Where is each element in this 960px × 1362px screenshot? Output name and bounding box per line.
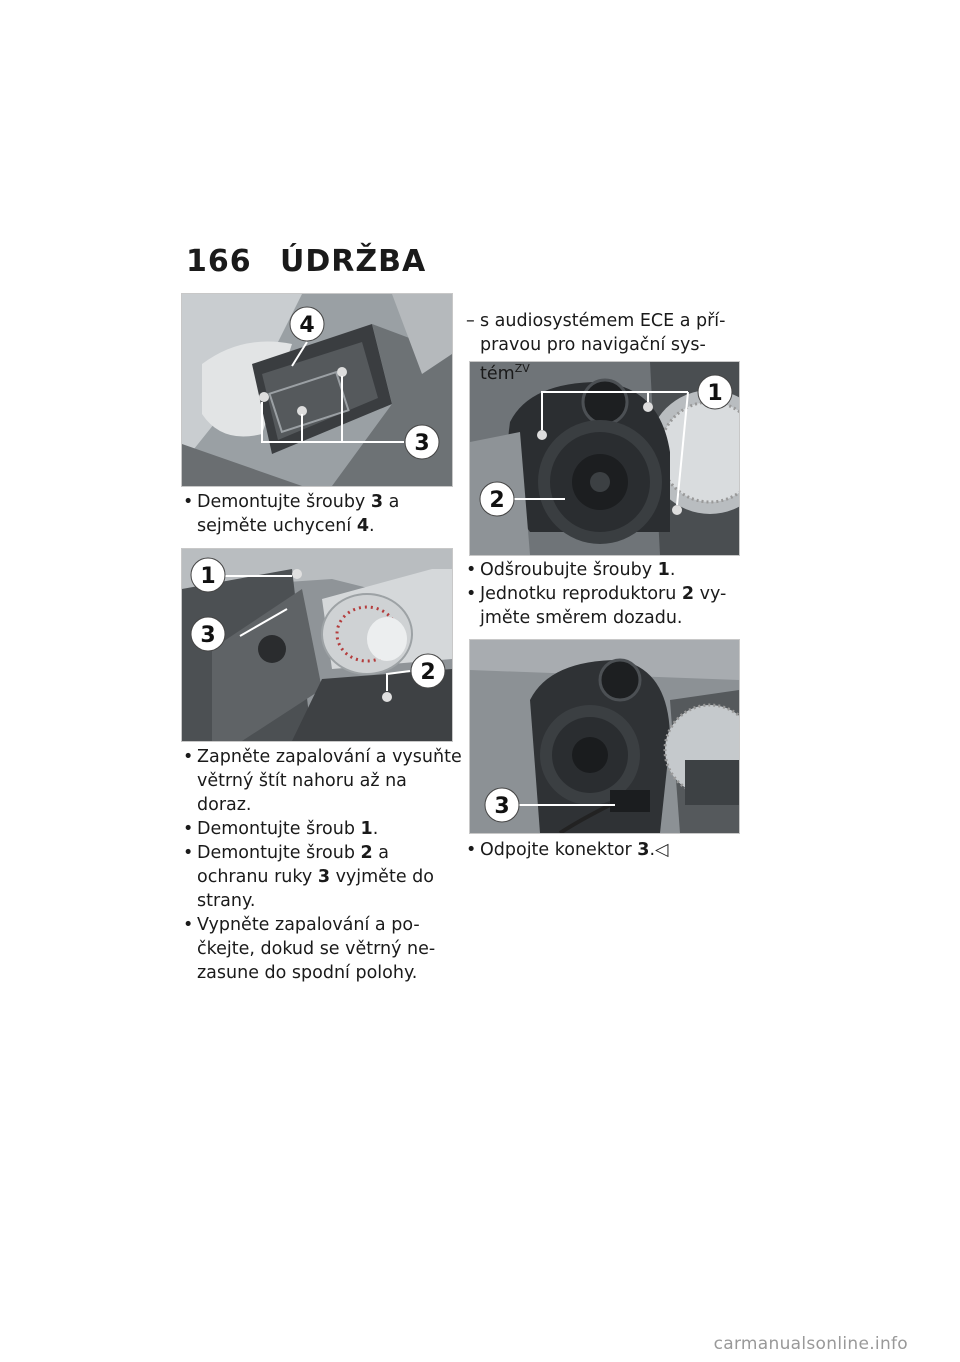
step-ignition-on: • Zapněte zapalování a vysuňte větrný štít nahoru až na doraz. bbox=[183, 747, 462, 815]
step-ignition-off: • Vypněte zapalování a po- čkejte, dokud se větrný ne- zasune do spodní polohy. bbox=[183, 915, 436, 983]
figure-mount-screws bbox=[181, 293, 453, 487]
callout-3: 3 bbox=[414, 431, 430, 456]
column-1-step1 bbox=[183, 490, 453, 538]
figure-handguard-illustration bbox=[182, 549, 452, 741]
step-remove-screw-2: • Demontujte šroub 2 a ochranu ruky 3 vyjměte do strany. bbox=[183, 843, 434, 911]
callout-3: 3 bbox=[494, 794, 510, 819]
callout-2: 2 bbox=[420, 660, 436, 685]
figure-handguard bbox=[181, 548, 453, 742]
step-remove-speaker: • Jednotku reproduktoru 2 vy- jměte směrem dozadu. bbox=[466, 584, 727, 628]
column-2-steps bbox=[466, 558, 746, 630]
bullet: • bbox=[183, 492, 194, 512]
section-title: ÚDRŽBA bbox=[280, 244, 427, 279]
callout-1: 1 bbox=[200, 564, 216, 589]
column-2-final bbox=[466, 838, 746, 862]
column-1-steps bbox=[183, 745, 463, 985]
figure-mount-screws-illustration bbox=[182, 294, 452, 486]
page-header bbox=[186, 244, 426, 279]
step-remove-screws: • Demontujte šrouby 3 a sejměte uchycení 4. bbox=[183, 492, 400, 536]
callout-4: 4 bbox=[299, 313, 315, 338]
watermark: carmanualsonline.info bbox=[713, 1334, 908, 1354]
page-number: 166 bbox=[186, 244, 252, 279]
figure-connector bbox=[469, 639, 740, 834]
callout-2: 2 bbox=[489, 488, 505, 513]
condition-audio-nav: – s audiosystémem ECE a pří- pravou pro navigační sys- tém$^{ZV}$ bbox=[466, 310, 726, 384]
optional-equipment-mark: ZV bbox=[514, 361, 530, 375]
callout-3: 3 bbox=[200, 623, 216, 648]
figure-connector-illustration bbox=[470, 640, 739, 833]
step-disconnect-connector: • Odpojte konektor 3.◁ bbox=[466, 840, 669, 860]
step-unscrew-screws: • Odšroubujte šrouby 1. bbox=[466, 560, 676, 580]
step-remove-screw-1: • Demontujte šroub 1. bbox=[183, 819, 379, 839]
column-2-condition bbox=[466, 291, 746, 403]
callout-1: 1 bbox=[707, 381, 723, 406]
